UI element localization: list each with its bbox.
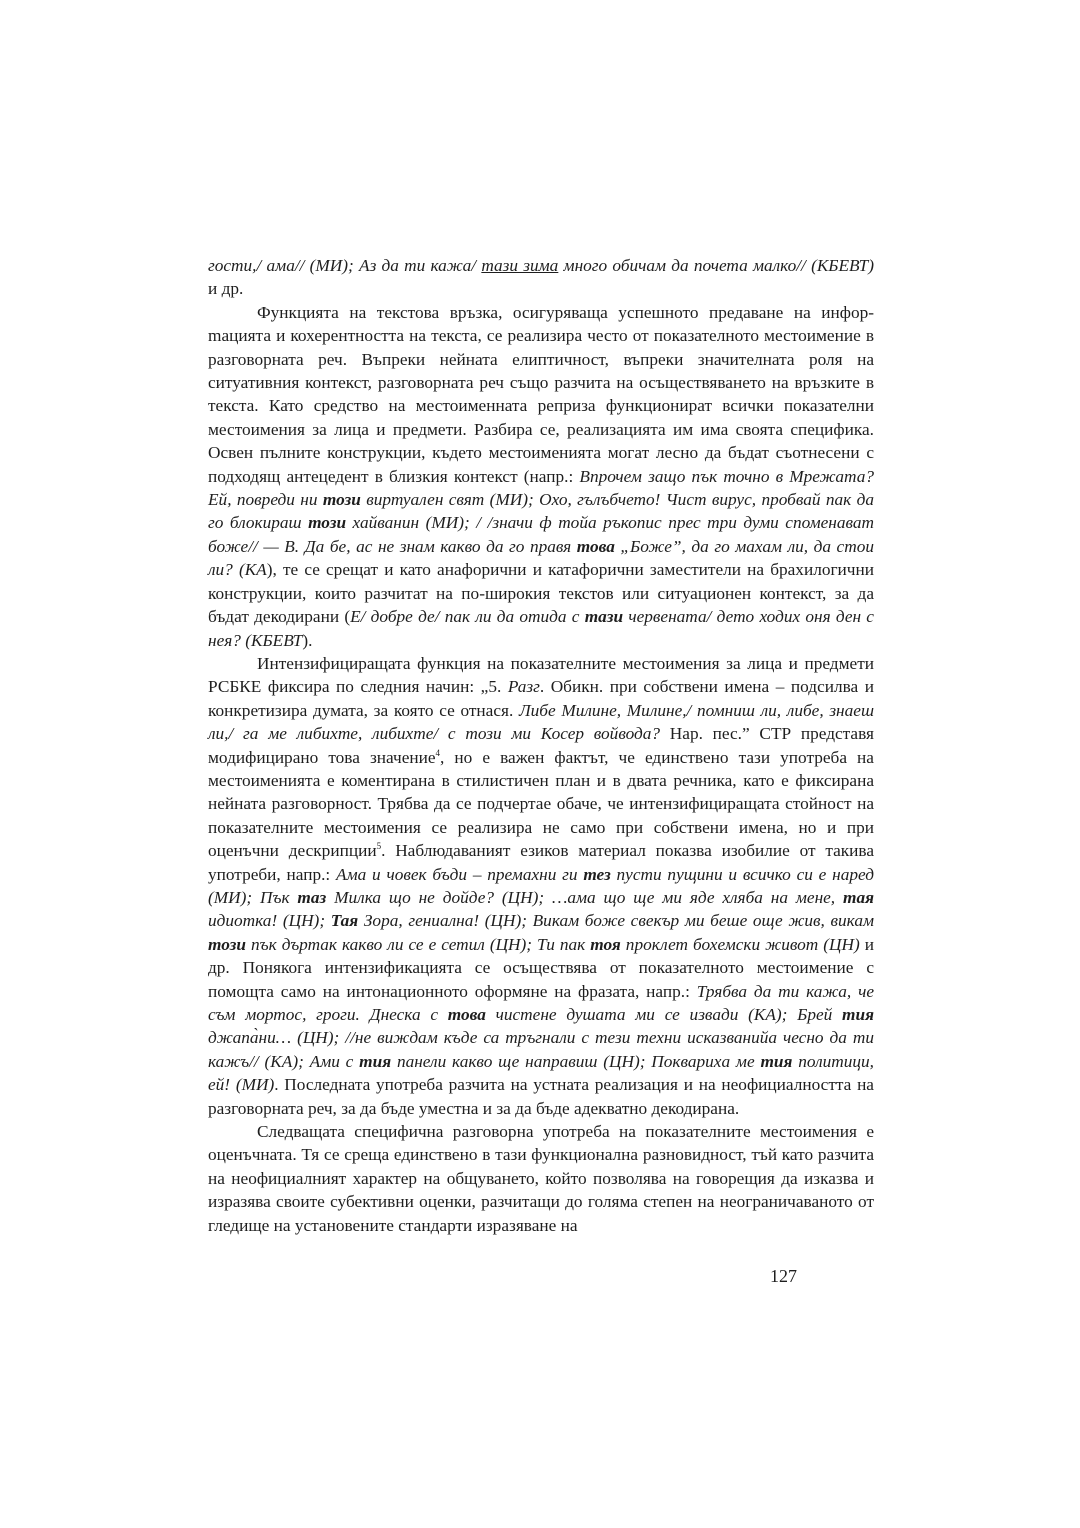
text-run: ). xyxy=(302,630,313,650)
text-run: Ама и човек бъди – премахни ги xyxy=(336,864,584,884)
text-run: Е/ добре де/ пак ли да отида с xyxy=(350,607,585,627)
text-run: и др. Понякога интензификацията се осъществява от показателното местоимение с помощта само на интонационното оформяне на фразата, напр.: xyxy=(208,934,874,1001)
text-run: Тая xyxy=(330,911,359,931)
text-run: Зора, гениална! (ЦН); Викам боже свекър ми беше още жив, викам xyxy=(358,911,874,931)
text-run: много обичам да почета малко// (КБЕВТ) xyxy=(558,256,874,275)
text-run: „Боже”, да го махам ли, да стои ли? (КА xyxy=(208,536,874,580)
text-run: този xyxy=(308,513,347,533)
text-run: този xyxy=(322,490,361,510)
text-run: панели какво ще направиш (ЦН); Покварихa ме xyxy=(391,1051,761,1071)
text-run: ), те се срещат и като анафорични и катафорични заместители на брахилогични конструкции, които разчитат на по-широкия текстов или ситуационен контекст, за да бъдат декодирани ( xyxy=(208,560,874,627)
text-run: тез xyxy=(583,864,611,884)
text-run: тая xyxy=(843,887,874,907)
text-run: Впрочем защо пък точно в Мрежата? Ей, повреди ни xyxy=(208,466,874,510)
body-text xyxy=(208,254,874,1237)
text-run: 4 xyxy=(435,747,441,758)
paragraph-3 xyxy=(208,652,874,1120)
text-run: Интензифициращата функция на показателните местоимения за лица и предмети РСБКЕ фиксира по следния начин: „5. xyxy=(208,653,874,697)
text-run: Нар. пес.” СТР представя модифицирано това значение xyxy=(208,724,874,767)
text-run: Трябва да ти кажа, че съм мортос, гроги. Днеска с xyxy=(208,981,874,1024)
text-run: тази зима xyxy=(481,256,559,275)
text-run: и др. xyxy=(208,279,244,299)
text-run: Милка що не дойде? (ЦН); …ама що ще ми яде хляба на мене, xyxy=(326,887,843,907)
text-run: . Обикн. при собствени имена – подсилва и конкретизира думата, за която се отнася. xyxy=(208,677,874,720)
text-run: джапа̀ни… (ЦН); //не виждам къде са тръгнали с тези техни исказванийа чесно да ти кажъ// (КА); Ами с xyxy=(208,1028,874,1071)
text-run: 5 xyxy=(376,841,382,852)
text-run: тоя xyxy=(590,934,621,954)
text-run: виртуален свят (МИ); Охо, гълъбчето! Чист вирус, пробвай пак да го блокираш xyxy=(208,490,874,533)
paragraph-4 xyxy=(208,1120,874,1237)
text-run: пък дъртак какво ли се е сетил (ЦН); Ти пак xyxy=(245,934,591,954)
text-run: пусти пущини и всичко си е наред (МИ); Пък xyxy=(208,864,874,907)
text-run: Либе Милине, Милине,/ помниш ли, либе, знаеш ли,/ га ме либихте, либихте/ с този ми Косер войвода? xyxy=(208,700,874,744)
text-run: това xyxy=(576,536,615,556)
text-run: гости,/ ама// (МИ); Аз да ти кажа/ xyxy=(208,256,482,275)
text-run: червената/ дето ходих оня ден с нея? (КБЕВТ xyxy=(208,607,874,650)
text-run: този xyxy=(208,934,246,954)
text-run: тия xyxy=(359,1051,392,1071)
text-run: идиотка! (ЦН); xyxy=(208,911,331,931)
text-run: , но е важен фактът, че единствено тази употреба на местоименията е коментирана в стилистичен план и в двата речника, като е фиксирана нейната разговорност. Трябва да се подчертае обаче, че интензифициращата стойност на показателните местоимения се реализира не само при собствени имена, но и при оценъчни дескрипции xyxy=(208,747,874,861)
text-run: таз xyxy=(297,887,327,907)
text-run: . Наблюдаваният езиков материал показва изобилие от такива употреби, напр.: xyxy=(208,841,874,884)
text-run: политици, ей! (МИ) xyxy=(208,1051,874,1095)
text-run: Функцията на текстова връзка, осигуряваща успешното предаване на инфорmацията и кохерентността на текста, се реализира често от показателното местоимение в разговорната реч. Въпреки нейната елиптичност, въпреки значителната роля на ситуативния контекст, разговорната реч също разчита на осъществяването на връзките в текста. Като средство на местоименната реприза функционират всички показателни местоимения за лица и предмети. Разбира се, реализацията им има своята специфика. Освен пълните конструкции, където местоименията могат лесно да бъдат съотнесени с подходящ антецедент в близкия контекст (напр.: xyxy=(208,302,874,486)
text-run: Следващата специфична разговорна употреба на показателните местоимения е оценъчната. Тя се среща единствено в тази функционална разновидност, тъй като разчита на неофициалният характер на общуването, който позволява на говорещия да изказва и изразява своите субективни оценки, разчитащи до голяма степен на неограничаваното от гледище на установените стандарти изразяване на xyxy=(208,1122,874,1235)
text-run: тази xyxy=(584,607,624,627)
text-run: . Последната употреба разчита на устната реализация и на неофициалността на разговорната реч, за да бъде уместна и за да бъде адекватно декодирана. xyxy=(208,1075,874,1118)
text-run: чистене душата ми се извади (КА); Брей xyxy=(485,1005,843,1024)
text-run: това xyxy=(447,1005,486,1024)
text-run: Разг xyxy=(507,677,540,697)
page-number: 127 xyxy=(770,1266,797,1286)
text-run: тия xyxy=(842,1005,875,1024)
text-run: проклет бохемски живот (ЦН) xyxy=(620,934,860,954)
text-run: хайванин (МИ); / /значи ф тойа ръкопис прес три думи споменават боже// — В. Да бе, ас не знам какво да го правя xyxy=(208,513,874,556)
text-run: тия xyxy=(760,1051,793,1071)
paragraph-2 xyxy=(208,301,874,652)
paragraph-1 xyxy=(208,254,874,301)
